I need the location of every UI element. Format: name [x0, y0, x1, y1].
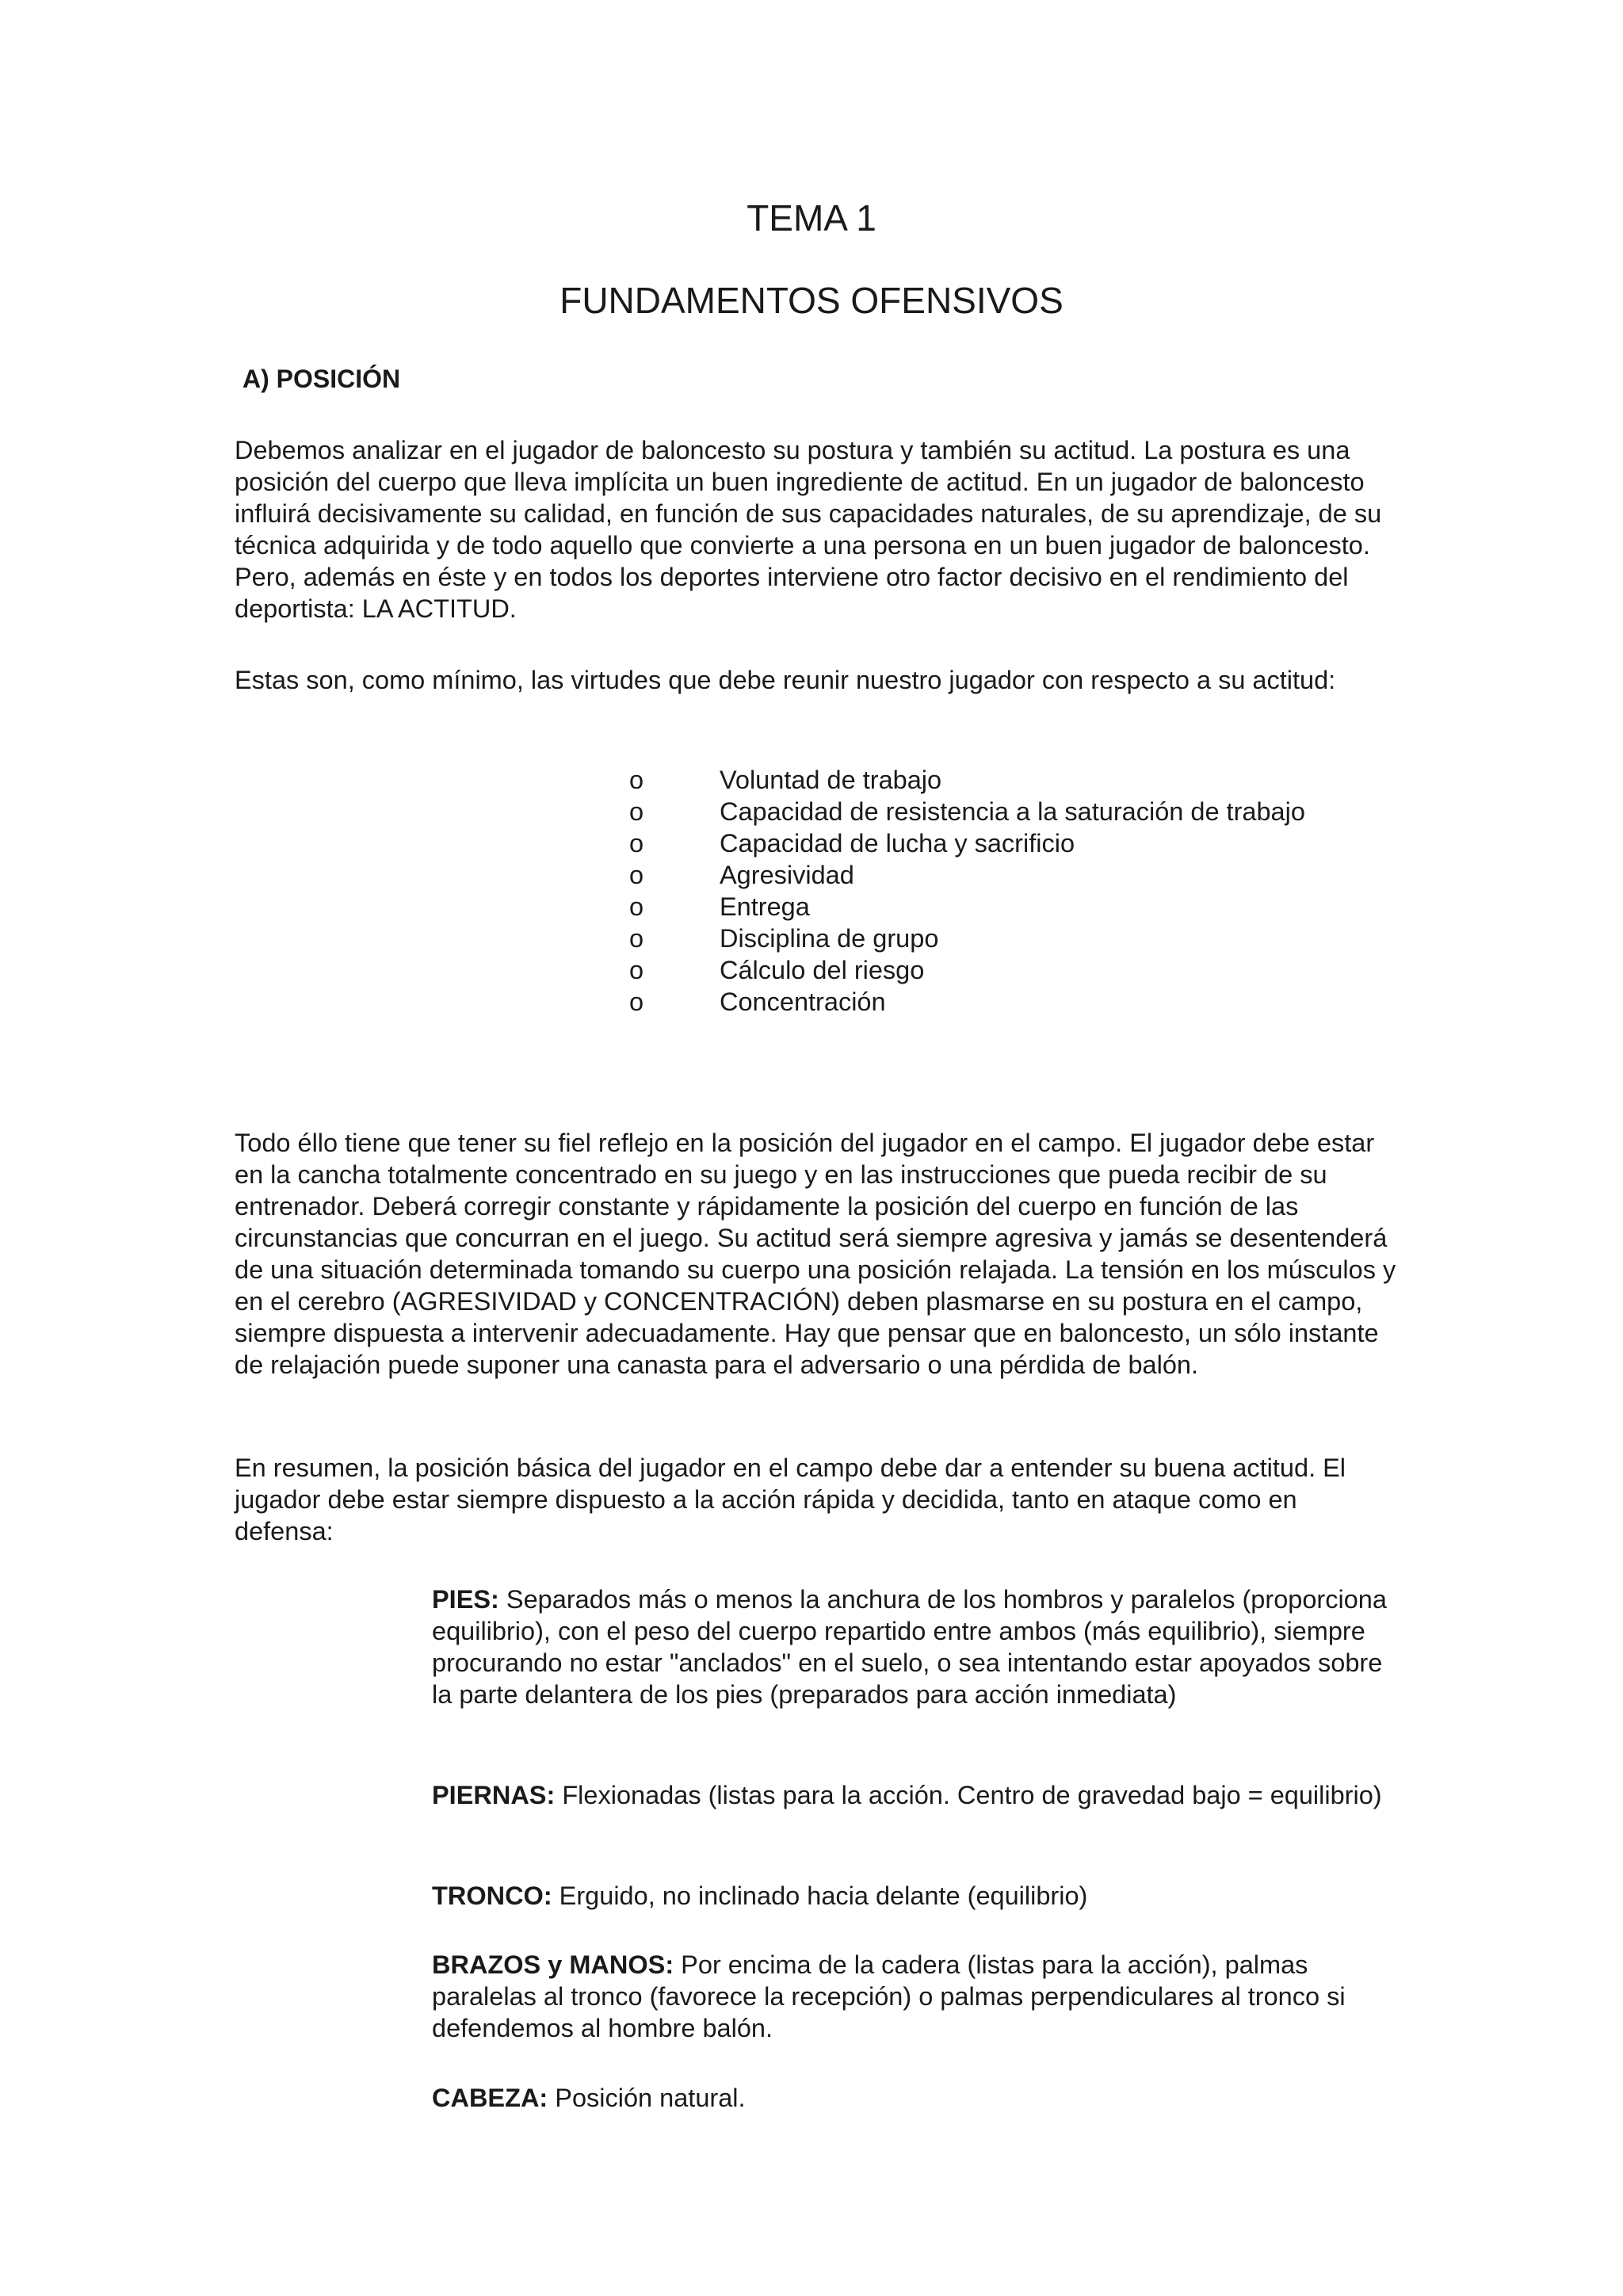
- page-title: FUNDAMENTOS OFENSIVOS: [559, 280, 1064, 321]
- list-item-text: Entrega: [720, 892, 810, 921]
- list-item-text: Voluntad de trabajo: [720, 766, 942, 794]
- virtues-list: [629, 764, 1305, 1018]
- section-heading: A) POSICIÓN: [242, 365, 401, 393]
- list-item-text: Concentración: [720, 988, 886, 1016]
- list-item: [629, 796, 1305, 827]
- body-part-text: Por encima de la cadera (listas para la acción), palmas paralelas al tronco (favorece la recepción) o palmas perpendiculares al tronco si defendemos al hombre balón.: [432, 1950, 1346, 2042]
- body-part-text: Erguido, no inclinado hacia delante (equilibrio): [552, 1881, 1088, 1910]
- virtues-intro-paragraph: Estas son, como mínimo, las virtudes que debe reunir nuestro jugador con respecto a su actitud:: [235, 666, 1336, 694]
- body-part-label: CABEZA:: [432, 2084, 548, 2112]
- body-part-text: Flexionadas (listas para la acción. Centro de gravedad bajo = equilibrio): [555, 1781, 1382, 1809]
- body-part-text: Posición natural.: [548, 2084, 746, 2112]
- summary-paragraph: En resumen, la posición básica del jugador en el campo debe dar a entender su buena actitud. El jugador debe estar siempre dispuesto a la acción rápida y decidida, tanto en ataque como en defensa:: [235, 1454, 1346, 1545]
- list-item-text: Disciplina de grupo: [720, 924, 939, 953]
- body-part-feet: [432, 1584, 1399, 1710]
- bullet-marker: o: [629, 829, 644, 858]
- list-item-text: Agresividad: [720, 861, 854, 889]
- body-part-label: PIERNAS:: [432, 1781, 556, 1809]
- topic-title-text: TEMA 1: [747, 197, 876, 239]
- bullet-marker: o: [629, 766, 644, 794]
- body-part-head: [432, 2082, 1399, 2114]
- body-part-text: Separados más o menos la anchura de los hombros y paralelos (proporciona equilibrio), con el peso del cuerpo repartido entre ambos (más equilibrio), siempre procurando no estar "anclados" en el suelo, o sea intentando estar apoyados sobre la parte delantera de los pies (preparados para acción inmediata): [432, 1585, 1387, 1709]
- body-part-legs: [432, 1779, 1399, 1811]
- body-part-arms-hands: [432, 1949, 1399, 2044]
- list-item-text: Capacidad de lucha y sacrificio: [720, 829, 1075, 858]
- list-item-text: Cálculo del riesgo: [720, 956, 925, 984]
- list-item: [629, 859, 1305, 891]
- reflection-paragraph: Todo éllo tiene que tener su fiel reflejo en la posición del jugador en el campo. El jugador debe estar en la cancha totalmente concentrado en su juego y en las instrucciones que pueda recibir de su entrenador. Deberá corregir constante y rápidamente la posición del cuerpo en función de las circunstancias que concurran en el juego. Su actitud será siempre agresiva y jamás se desentenderá de una situación determinada tomando su cuerpo una posición relajada. La tensión en los músculos y en el cerebro (AGRESIVIDAD y CONCENTRACIÓN) deben plasmarse en su postura en el campo, siempre dispuesta a intervenir adecuadamente. Hay que pensar que en baloncesto, un sólo instante de relajación puede suponer una canasta para el adversario o una pérdida de balón.: [235, 1129, 1396, 1379]
- intro-paragraph: Debemos analizar en el jugador de baloncesto su postura y también su actitud. La postura es una posición del cuerpo que lleva implícita un buen ingrediente de actitud. En un jugador de baloncesto influirá decisivamente su calidad, en función de sus capacidades naturales, de su aprendizaje, de su técnica adquirida y de todo aquello que convierte a una persona en un buen jugador de baloncesto. Pero, además en éste y en todos los deportes interviene otro factor decisivo en el rendimiento del deportista: LA ACTITUD.: [235, 436, 1382, 623]
- bullet-marker: o: [629, 988, 644, 1016]
- bullet-marker: o: [629, 797, 644, 826]
- body-part-label: BRAZOS y MANOS:: [432, 1950, 674, 1979]
- list-item-text: Capacidad de resistencia a la saturación de trabajo: [720, 797, 1305, 826]
- list-item: [629, 923, 1305, 954]
- bullet-marker: o: [629, 924, 644, 953]
- body-part-label: PIES:: [432, 1585, 499, 1614]
- body-part-trunk: [432, 1880, 1399, 1912]
- bullet-marker: o: [629, 892, 644, 921]
- list-item: [629, 986, 1305, 1018]
- list-item: [629, 764, 1305, 796]
- list-item: [629, 954, 1305, 986]
- bullet-marker: o: [629, 861, 644, 889]
- list-item: [629, 891, 1305, 923]
- list-item: [629, 827, 1305, 859]
- bullet-marker: o: [629, 956, 644, 984]
- topic-title: [0, 197, 1623, 239]
- body-part-label: TRONCO:: [432, 1881, 552, 1910]
